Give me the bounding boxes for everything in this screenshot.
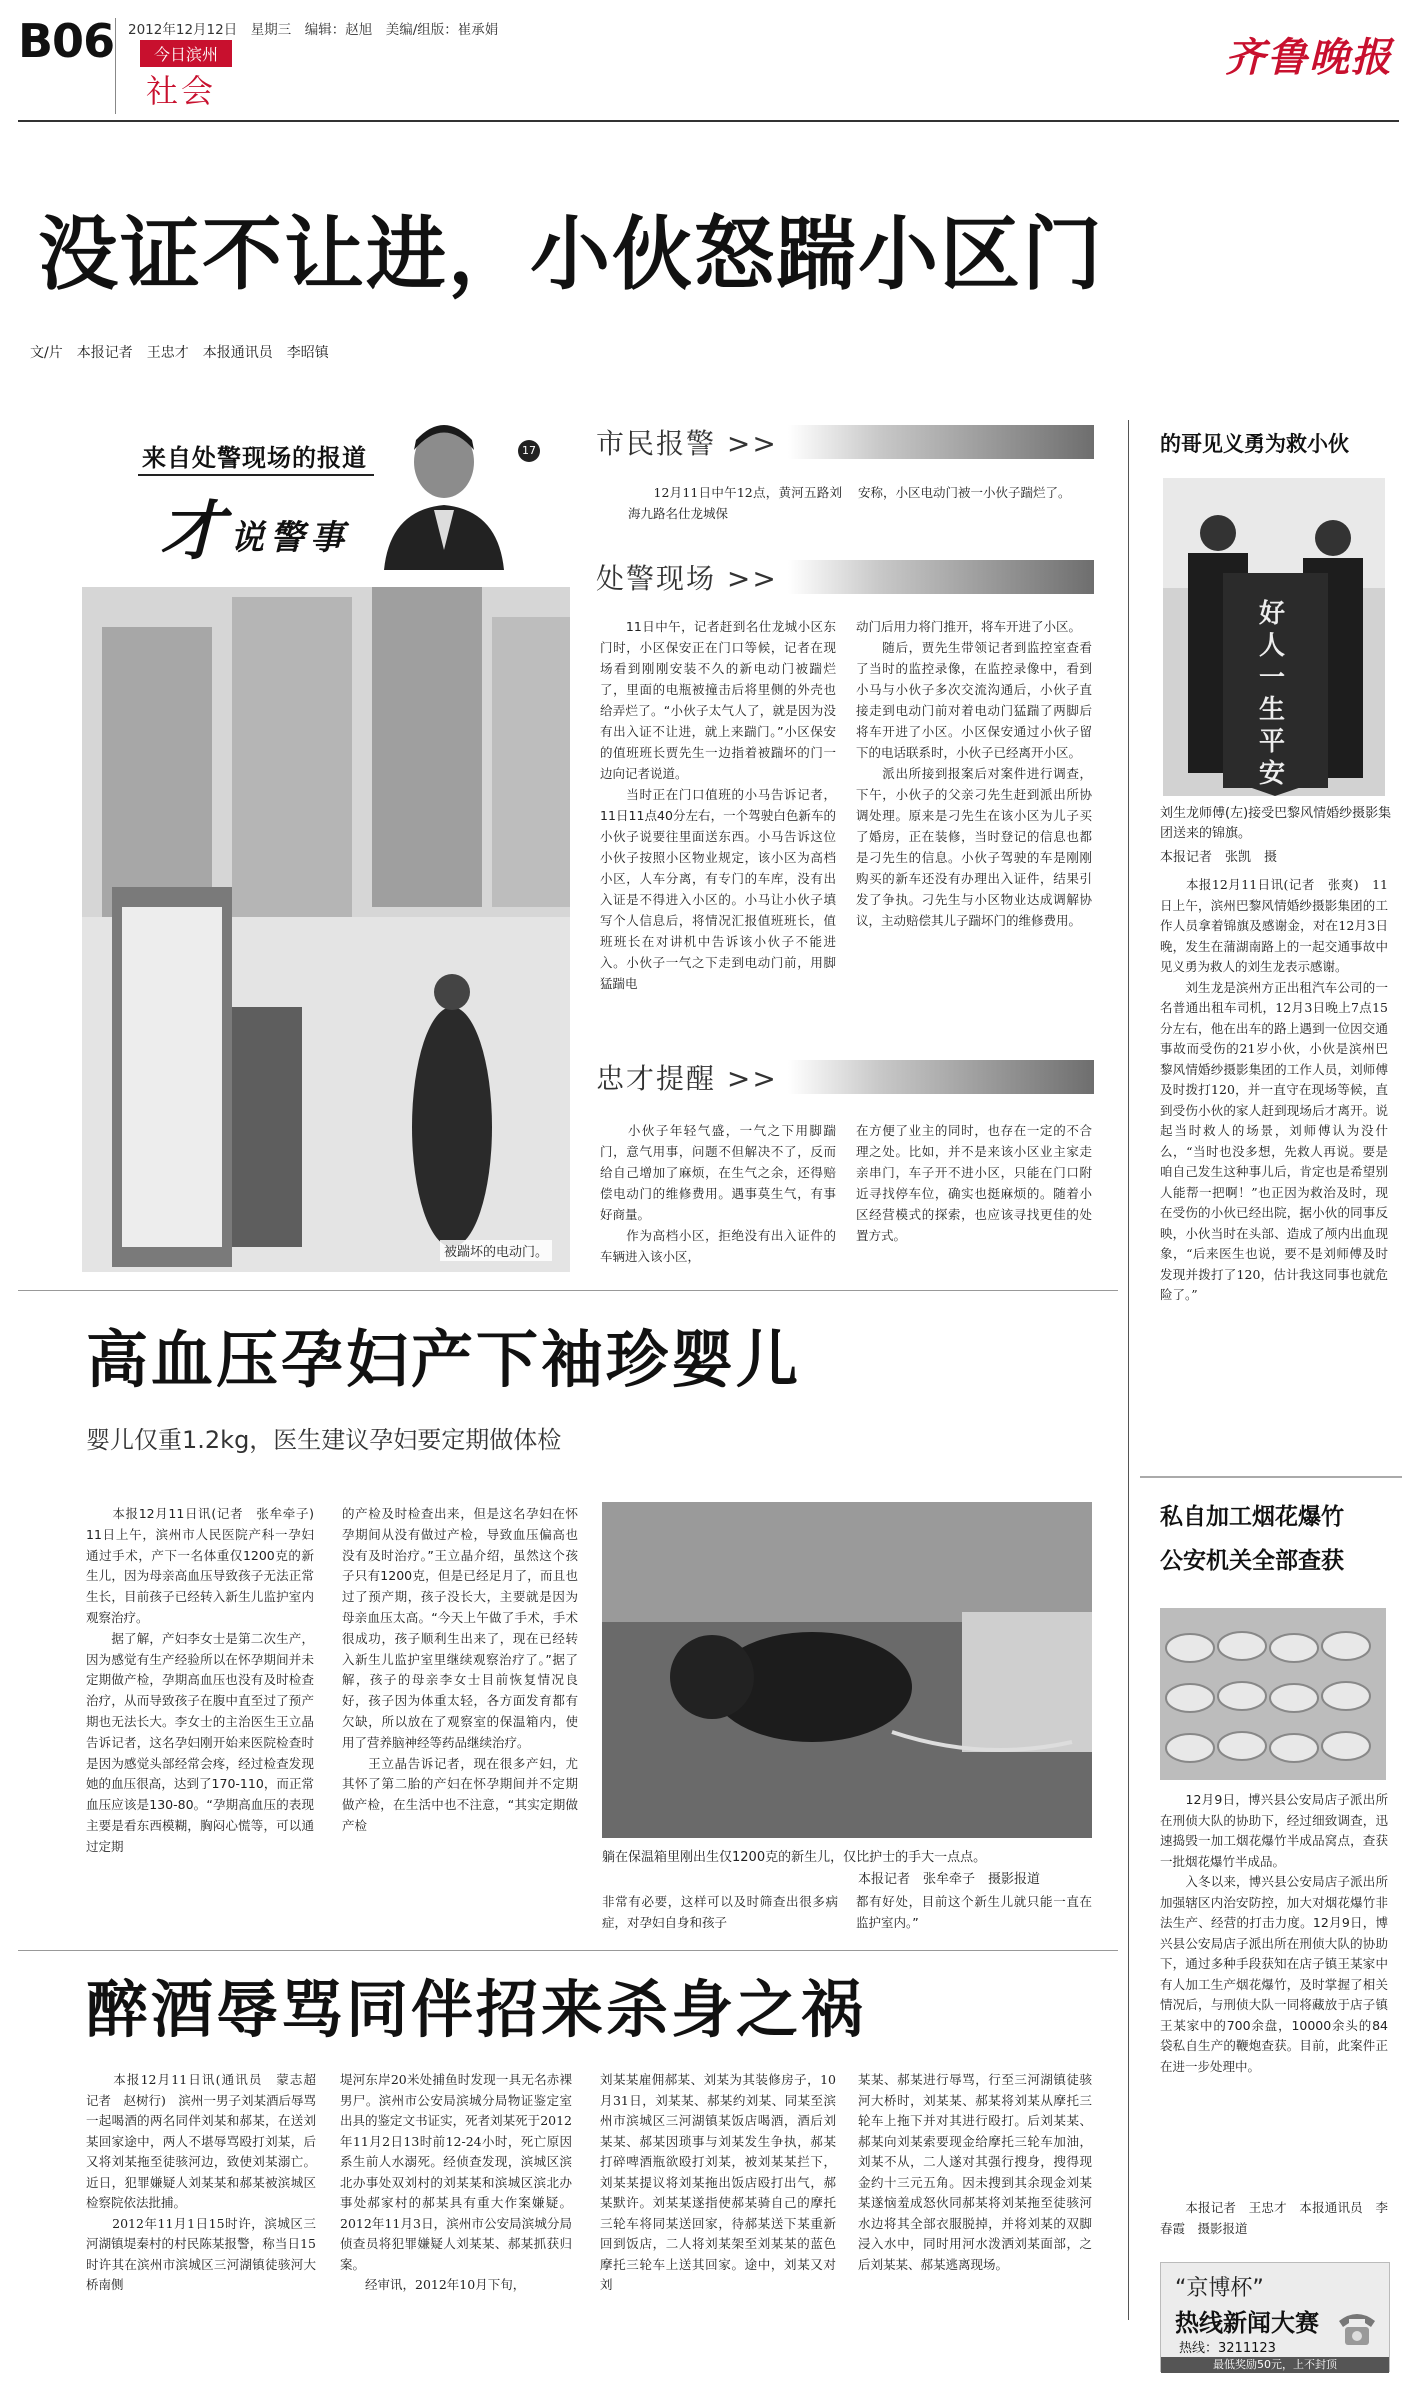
article3-headline: 醉酒辱骂同伴招来杀身之祸 [86,1973,867,2046]
article3-col1: 本报12月11日讯(通讯员 蒙志超 记者 赵树行) 滨州一男子刘某酒后辱骂一起喝酒的两名同伴刘某和郝某，在送刘某回家途中，两人不堪辱骂殴打刘某，后又将刘某拖至徒骇河边，致使刘某溺亡。近日，犯罪嫌疑人刘某某和郝某被滨城区检察院依法批捕。 2012年11月1日15时许，滨城区三河湖镇堤秦村的村民陈某报警，称当日15时许其在滨州市滨城区三河湖镇徒骇河大桥南侧 [86,2072,316,2292]
sec2-col-b: 动门后用力将门推开，将车开进了小区。 随后，贾先生带领记者到监控室查看了当时的监控录像，在监控录像中，看到小马与小伙子多次交流沟通后，小伙子直接走到电动门前对着电动门猛踹了两脚后将车开进了小区。小区保安通过小伙子留下的电话联系时，小伙子已经离开小区。 派出所接到报案后对案件进行调查，下午，小伙子的父亲刁先生赶到派出所协调处理。原来是刁先生在该小区为儿子买了婚房，正在装修，当时登记的信息也都是刁先生的信息。小伙子驾驶的车是刚刚购买的新车还没有办理出入证件，结果引发了争执。刁先生与小区物业达成调解协议，主动赔偿其儿子踹坏门的维修费用。 [856,619,1092,928]
baby-photo-caption: 躺在保温箱里刚出生仅1200克的新生儿，仅比护士的手大一点点。 [602,1850,987,1865]
article3-rule [18,1950,1118,1951]
banner-photo [1163,478,1385,796]
article1-byline: 文/片 本报记者 王忠才 本报通讯员 李昭镇 [30,345,329,361]
sidebar2-headline-2: 公安机关全部查获 [1160,1548,1344,1574]
section-citizen-report-title: 市民报警 >> [596,422,788,462]
section-citizen-report [596,425,1094,459]
sidebar2-headline-1: 私自加工烟花爆竹 [1160,1504,1344,1530]
sidebar-rule [1140,1476,1402,1478]
sec1-col-a: 12月11日中午12点，黄河五路刘海九路名仕龙城保 [628,485,842,521]
article2-col4: 都有好处，目前这个新生儿就只能一直在监护室内。” [856,1894,1092,1930]
reporter-portrait [374,410,514,570]
hotline-title-big: 热线新闻大赛 [1175,2309,1319,2337]
section-tag: 今日滨州 [140,40,232,67]
banner-photo-caption: 刘生龙师傅(左)接受巴黎风情婚纱摄影集团送来的锦旗。 [1160,806,1392,841]
baby-photo-credit: 本报记者 张牟牵子 摄影报道 [858,1872,1041,1887]
sec3-col-a: 小伙子年轻气盛，一气之下用脚踹门，意气用事，问题不但解决不了，反而给自己增加了麻烦，在生气之余，还得赔偿电动门的维修费用。遇事莫生气，有事好商量。 作为高档小区，拒绝没有出入证件的车辆进入该小区， [600,1123,836,1264]
sidebar2-credit: 本报记者 王忠才 本报通讯员 李春霞 摄影报道 [1160,2200,1388,2236]
sidebar1-body: 本报12月11日讯(记者 张爽) 11日上午，滨州巴黎风情婚纱摄影集团的工作人员拿着锦旗及感谢金，对在12月3日晚，发生在蒲湖南路上的一起交通事故中见义勇为救人的刘生龙表示感谢。 刘生龙是滨州方正出租汽车公司的一名普通出租车司机，12月3日晚上7点15分左右，他在出车的路上遇到一位因交通事故而受伤的21岁小伙，小伙是滨州巴黎风情婚纱摄影集团的工作人员，刘师傅及时拨打120，并一直守在现场等候，直到受伤小伙的家人赶到现场后才离开。说起当时救人的场景，刘师傅认为没什么，“当时也没多想，先救人再说。要是咱自己发生这种事儿后，肯定也是希望别人能帮一把啊！”也正因为救治及时，现在受伤的小伙已经出院，据小伙的同事反映，小伙当时在头部、造成了颅内出血现象，“后来医生也说，要不是刘师傅及时发现并拨打了120，估计我这同事也就危险了。” [1160,877,1388,1302]
sidebar1-headline: 的哥见义勇为救小伙 [1160,432,1349,456]
section-bar-fill [788,560,1094,594]
sec1-col-b: 安称，小区电动门被一小伙子踹烂了。 [858,485,1071,500]
telephone-icon [1333,2303,1381,2355]
banner-photo-credit: 本报记者 张凯 摄 [1160,850,1278,865]
article3-col2: 堤河东岸20米处捕鱼时发现一具无名赤裸男尸。滨州市公安局滨城分局物证鉴定室出具的鉴定文书证实，死者刘某死于2012年11月2日13时前12-24小时，死亡原因系生前人水溺死。经侦查发现，滨城区滨北办事处双刘村的刘某某和滨城区滨北办事处郝家村的郝某具有重大作案嫌疑。2012年11月3日，滨州市公安局滨城分局侦查员将犯罪嫌疑人刘某某、郝某抓获归案。 经审讯，2012年10月下旬， [340,2072,572,2292]
article3-col3: 刘某某雇佣郝某、刘某为其装修房子，10月31日，刘某某、郝某约刘某、同某至滨州市滨城区三河湖镇某饭店喝酒，酒后刘某某、郝某因琐事与刘某发生争执，郝某打碎啤酒瓶欲殴打刘某，被刘某某拦下，刘某某提议将刘某拖出饭店殴打出气，郝某默许。刘某某遂指使郝某骑自己的摩托三轮车将同某送回家，待郝某送下某重新回到饭店，二人将刘某架至刘某某的蓝色摩托三轮车上送其回家。途中，刘某又对刘 [600,2072,836,2292]
section-bar-fill [788,1060,1094,1094]
sidebar2-body: 12月9日，博兴县公安局店子派出所在刑侦大队的协助下，经过细致调查，迅速捣毁一加工烟花爆竹半成品窝点，查获一批烟花爆竹半成品。 入冬以来，博兴县公安局店子派出所加强辖区内治安防控，加大对烟花爆竹非法生产、经营的打击力度。12月9日，博兴县公安局店子派出所在刑侦大队的协助下，通过多种手段获知在店子镇王某家中有人加工生产烟花爆竹，及时掌握了相关情况后，与刑侦大队一同将藏放于店子镇王某家中的700余盘，10000余头的84袋私自生产的鞭炮查获。目前，此案件正在进一步处理中。 [1160,1792,1388,2074]
section-reminder [596,1060,1094,1094]
column-brand-big: 才 [160,494,224,569]
fireworks-photo [1160,1608,1386,1780]
section-name: 社会 [146,72,217,110]
sec3-col-b: 在方便了业主的同时，也存在一定的不合理之处。比如，并不是来该小区业主家走亲串门，车子开不进小区，只能在门口附近寻找停车位，确实也挺麻烦的。随着小区经营模式的探索，也应该寻找更佳的处置方式。 [856,1123,1092,1243]
baby-incubator-photo [602,1502,1092,1838]
article2-col2: 的产检及时检查出来，但是这名孕妇在怀孕期间从没有做过产检，导致血压偏高也没有及时治疗。”王立晶介绍，虽然这个孩子只有1200克，但是已经足月了，而且也过了预产期，孩子没长大，主要就是因为母亲血压太高。“今天上午做了手术，手术很成功，孩子顺利生出来了，现在已经转入新生儿监护室里继续观察治疗了。”据了解，孩子的母亲李女士目前恢复情况良好，孩子因为体重太轻，各方面发育都有欠缺，所以放在了观察室的保温箱内，使用了营养脑神经等药品继续治疗。 王立晶告诉记者，现在很多产妇，尤其怀了第二胎的产妇在怀孕期间并不定期做产检，在生活中也不注意，“其实定期做产检 [342,1506,578,1833]
article2-subhead: 婴儿仅重1.2kg，医生建议孕妇要定期做体检 [86,1426,562,1454]
article2-col1: 本报12月11日讯(记者 张牟牵子) 11日上午，滨州市人民医院产科一孕妇通过手术，产下一名体重仅1200克的新生儿，因为母亲高血压导致孩子无法正常生长，目前孩子已经转入新生儿监护室内观察治疗。 据了解，产妇李女士是第二次生产，因为感觉有生产经验所以在怀孕期间并未定期做产检，孕期高血压也没有及时检查治疗，从而导致孩子在腹中直至过了预产期也无法长大。李女士的主治医生王立晶告诉记者，这名孕妇刚开始来医院检查时是因为感觉头部经常会疼，经过检查发现她的血压很高，达到了170-110，而正常血压应该是130-80。“孕期高血压的表现主要是看东西模糊，胸闷心慌等，可以通过定期 [86,1506,314,1854]
section-reminder-title: 忠才提醒 >> [596,1057,788,1097]
sidebar-divider [1128,420,1129,2320]
section-on-scene [596,560,1094,594]
column-banner [128,410,548,572]
header-divider [115,18,116,114]
article2-rule [18,1290,1118,1291]
article1-headline: 没证不让进，小伙怒踹小区门 [38,208,1104,301]
header-rule [18,120,1399,122]
column-brand-rest: 说警事 [230,518,350,558]
hotline-box [1160,2262,1390,2372]
column-number-badge: 17 [518,440,540,462]
sec2-col-a: 11日中午，记者赶到名仕龙城小区东门时，小区保安正在门口等候，记者在现场看到刚刚安装不久的新电动门被踹烂了，里面的电瓶被撞击后将里侧的外壳也给弄烂了。“小伙子太气人了，就是因为没有出入证不让进，就上来踹门。”小区保安的值班班长贾先生一边指着被踹坏的门一边向记者说道。 当时正在门口值班的小马告诉记者，11日11点40分左右，一个驾驶白色新车的小伙子说要往里面送东西。小马告诉这位小伙子按照小区物业规定，该小区为高档小区，人车分离，有专门的车库，没有出入证是不得进入小区的。小马让小伙子填写个人信息后，将情况汇报值班班长，值班班长在对讲机中告诉该小伙子不能进入。小伙子一气之下走到电动门前，用脚猛踹电 [600,619,836,991]
broken-gate-photo [82,587,570,1272]
column-title: 来自处警现场的报道 [142,444,367,472]
section-bar-fill [788,425,1094,459]
hotline-number: 热线：3211123 [1179,2341,1276,2356]
article2-headline: 高血压孕妇产下袖珍婴儿 [86,1323,802,1396]
banner-text: 好人一生平安 [1259,599,1286,789]
masthead-logo: 齐鲁晚报 [1225,34,1393,81]
hotline-note: 最低奖励50元，上不封顶 [1161,2357,1389,2373]
article3-col4: 某某、郝某进行辱骂，行至三河湖镇徒骇河大桥时，刘某某、郝某将刘某从摩托三轮车上拖下并对其进行殴打。后刘某某、郝某向刘某索要现金给摩托三轮车加油，刘某不从，二人遂对其强行搜身，搜得现金约十三元五角。因未搜到其余现金刘某某遂恼羞成怒伙同郝某将刘某拖至徒骇河水边将其全部衣服脱掉，并将刘某的双脚浸入水中，同时用河水泼洒刘某面部，之后刘某某、郝某逃离现场。 [858,2072,1092,2272]
section-on-scene-title: 处警现场 >> [596,557,788,597]
page-number: B06 [18,14,115,68]
article2-col3: 非常有必要，这样可以及时筛查出很多病症，对孕妇自身和孩子 [602,1894,838,1930]
broken-gate-caption: 被踹坏的电动门。 [440,1240,552,1261]
date-line: 2012年12月12日 星期三 编辑：赵旭 美编/组版：崔承娟 [128,22,499,38]
hotline-title-small: “京博杯” [1175,2276,1264,2301]
